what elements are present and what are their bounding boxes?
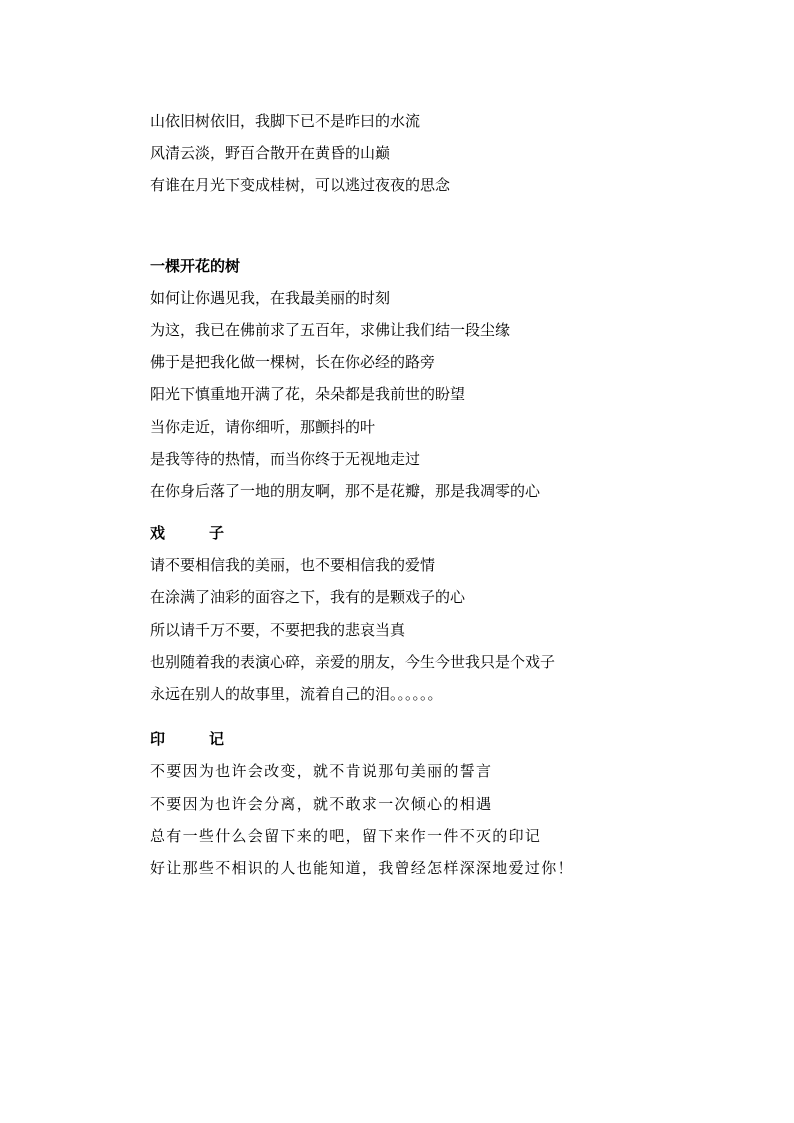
poem-tree: [150, 250, 750, 508]
poem-title-actor: [150, 517, 750, 549]
poem-actor-line-4: 也别随着我的表演心碎，亲爱的朋友，今生今世我只是个戏子: [150, 652, 556, 671]
poem-imprint-line-3: 总有一些什么会留下来的吧，留下来作一件不灭的印记: [150, 826, 542, 845]
spacer: [150, 507, 750, 517]
poem-actor-line-1: 请不要相信我的美丽，也不要相信我的爱情: [150, 556, 436, 575]
poem-tree-line-1: 如何让你遇见我，在我最美丽的时刻: [150, 288, 391, 307]
poem-tree-line-5: 当你走近，请你细听，那颤抖的叶: [150, 417, 376, 436]
intro-line-3: 有谁在月光下变成桂树，可以逃过夜夜的思念: [150, 176, 451, 195]
poem-title-imprint-part-1: 印: [150, 730, 166, 749]
poem-title-imprint-part-2: 记: [209, 730, 225, 749]
poem-tree-line-7: 在你身后落了一地的朋友啊，那不是花瓣，那是我凋零的心: [150, 481, 541, 500]
poem-tree-line-3: 佛于是把我化做一棵树，长在你必经的路旁: [150, 353, 436, 372]
poem-title-tree: 一棵开花的树: [150, 256, 241, 275]
poem-tree-line-2: 为这，我已在佛前求了五百年，求佛让我们结一段尘缘: [150, 320, 511, 339]
intro-line-1: 山依旧树依旧，我脚下已不是昨曰的水流: [150, 112, 421, 130]
spacer: [150, 710, 750, 723]
poem-actor-line-3: 所以请千万不要，不要把我的悲哀当真: [150, 620, 406, 639]
document-page: [150, 105, 750, 884]
poem-title-actor-part-2: 子: [209, 524, 225, 543]
poem-imprint: [150, 723, 750, 884]
poem-actor: [150, 517, 750, 710]
poem-tree-line-4: 阳光下慎重地开满了花，朵朵都是我前世的盼望: [150, 385, 466, 404]
poem-imprint-line-2: 不要因为也许会分离，就不敢求一次倾心的相遇: [150, 794, 493, 813]
poem-imprint-line-4: 好让那些不相识的人也能知道，我曾经怎样深深地爱过你！: [150, 858, 574, 877]
poem-imprint-line-1: 不要因为也许会改变，就不肯说那句美丽的誓言: [150, 762, 493, 781]
poem-title-actor-part-1: 戏: [150, 524, 166, 543]
poem-actor-line-2: 在涂满了油彩的面容之下，我有的是颗戏子的心: [150, 588, 466, 607]
spacer: [150, 202, 750, 250]
intro-line-2: 风清云淡，野百合散开在黄昏的山巅: [150, 144, 391, 163]
poem-tree-line-6: 是我等待的热情，而当你终于无视地走过: [150, 449, 421, 468]
intro-stanza: [150, 105, 750, 202]
poem-title-imprint: [150, 723, 750, 755]
poem-actor-line-5: 永远在别人的故事里，流着自己的泪。。。。。。: [150, 685, 443, 703]
